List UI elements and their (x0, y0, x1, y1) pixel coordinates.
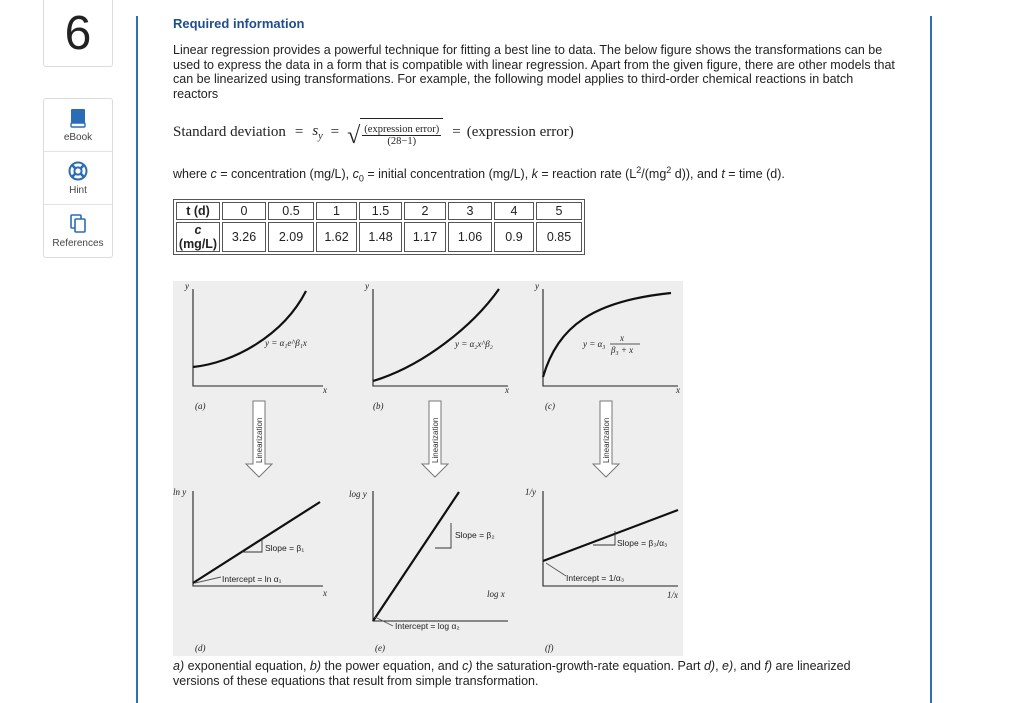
data-table (173, 199, 585, 255)
caption-e: e) (722, 659, 734, 673)
hint-button[interactable] (44, 152, 112, 205)
curve-c (543, 293, 671, 377)
formula-sqrt (347, 118, 443, 147)
table-cell: 4 (494, 202, 534, 220)
panel-label-e: (e) (375, 643, 385, 653)
caption-text-4: , (715, 659, 723, 673)
sqrt-body (360, 118, 443, 147)
table-cell: 1 (316, 202, 357, 220)
axis-label-logx: log x (487, 589, 505, 599)
where-text-6: d)), and (671, 167, 722, 182)
table-header-c-var: c (194, 223, 202, 237)
std-dev-formula (173, 118, 574, 147)
curve-b (373, 289, 499, 381)
linearization-label-a: Linearization (255, 417, 264, 463)
slope-triangle-e (435, 523, 451, 548)
lifebuoy-icon (68, 161, 88, 181)
panel-label-d: (d) (195, 643, 206, 653)
table-cell: 3 (448, 202, 492, 220)
table-cell: 0.85 (536, 222, 582, 252)
intercept-leaders (195, 563, 566, 626)
panel-label-a: (a) (195, 401, 206, 411)
caption-f: f) (764, 659, 773, 673)
table-row-c (176, 222, 582, 252)
table-header-c-unit: (mg/L) (178, 237, 218, 251)
question-sidebar (0, 0, 140, 703)
slope-label-f: Slope = β₃/α₃ (617, 538, 668, 548)
table-cell: 5 (536, 202, 582, 220)
caption-text-3: the saturation-growth-rate equation. Part (472, 659, 704, 673)
ebook-button[interactable] (44, 99, 112, 152)
table-cell: 1.06 (448, 222, 492, 252)
where-text-2: = concentration (mg/L), (216, 167, 353, 182)
caption-text-5: , and (733, 659, 765, 673)
linearization-label-b: Linearization (431, 417, 440, 463)
panel-label-f: (f) (545, 643, 554, 653)
axis-label-lny: ln y (173, 487, 187, 497)
axis-label-x-d: x (323, 588, 327, 598)
linearization-label-c: Linearization (602, 417, 611, 463)
line-e (373, 492, 459, 621)
caption-text-6: are linearized versions of these equations that result from simple transformation. (173, 659, 851, 688)
formula-numerator: (expression error) (364, 124, 440, 135)
slope-label-e: Slope = β₂ (455, 530, 495, 540)
where-k: k (531, 167, 538, 182)
axis-label-invx: 1/x (667, 590, 678, 600)
caption-text-2: the power equation, and (321, 659, 463, 673)
question-content (173, 16, 898, 251)
line-f (543, 510, 678, 561)
book-icon (69, 108, 87, 128)
question-number: 6 (43, 0, 113, 67)
axes-e (373, 491, 508, 621)
formula-denominator: (28−1) (387, 136, 417, 147)
bottom-axes (193, 491, 678, 621)
where-text-1: where (173, 167, 211, 182)
equation-b: y = α₂x^β₂ (455, 339, 493, 349)
table-cell: 1.48 (359, 222, 402, 252)
table-cell: 1.5 (359, 202, 402, 220)
where-sup-1: 2 (636, 165, 642, 175)
where-c0: c (352, 167, 359, 182)
formula-sy (312, 123, 322, 142)
formula-lhs: Standard deviation (173, 124, 286, 140)
caption-d: d) (703, 659, 716, 673)
content-border-left (136, 16, 138, 703)
axis-label-y-c: y (535, 281, 539, 291)
axis-label-logy: log y (349, 489, 367, 499)
where-text-7: = time (d). (724, 167, 785, 182)
where-text-4: = reaction rate (L (537, 167, 637, 182)
variable-definitions (173, 165, 785, 184)
equation-a: y = α₁e^β₁x (265, 338, 307, 348)
where-c0-sub: 0 (358, 173, 364, 184)
table-cell: 1.17 (404, 222, 446, 252)
table-cell: 2 (404, 202, 446, 220)
tools-panel (43, 98, 113, 258)
formula-result: (expression error) (466, 124, 574, 140)
axis-label-x-c: x (676, 385, 680, 395)
axis-label-y-b: y (365, 281, 369, 291)
axis-label-y-a: y (185, 281, 189, 291)
formula-fraction (362, 124, 441, 147)
axis-label-x-a: x (323, 385, 327, 395)
table-cell: 3.26 (222, 222, 266, 252)
where-c: c (210, 167, 217, 182)
intercept-leader-f (546, 563, 566, 576)
caption-c: c) (462, 659, 473, 673)
ebook-label: eBook (63, 131, 93, 143)
caption-a: a) (173, 659, 185, 673)
where-text-3: = initial concentration (mg/L), (363, 167, 532, 182)
figure-caption (173, 659, 895, 689)
formula-equals-1: = (294, 124, 304, 140)
references-label: References (52, 237, 104, 249)
table-header-t: t (d) (176, 202, 220, 220)
table-cell: 0 (222, 202, 266, 220)
panel-label-c: (c) (545, 401, 555, 411)
axis-label-x-b: x (505, 385, 509, 395)
formula-equals-2: = (330, 124, 340, 140)
equation-c-lhs: y = α₃ (583, 339, 606, 349)
intercept-label-e: Intercept = log α₂ (395, 621, 460, 631)
hint-label: Hint (69, 184, 87, 196)
copy-icon (69, 214, 87, 234)
where-t: t (721, 167, 725, 182)
table-row-t (176, 202, 582, 220)
where-sup-2: 2 (666, 165, 672, 175)
linearization-figure (173, 281, 683, 656)
figure-svg (173, 281, 683, 656)
intro-paragraph: Linear regression provides a powerful technique for fitting a best line to data. The below figure shows the transformations can be used to express the data in a form that is compatible with linear regression. Apart from the given figure, there are other models that can be linearized using transformations. For example, the following model applies to third-order chemical reactions in batch reactors (173, 43, 895, 101)
sqrt-sign: √ (347, 123, 361, 149)
table-header-c (176, 222, 220, 252)
caption-text-1: exponential equation, (184, 659, 310, 673)
required-info-heading: Required information (173, 16, 305, 31)
table-cell: 0.9 (494, 222, 534, 252)
top-curves (193, 289, 671, 381)
formula-equals-3: = (452, 124, 461, 140)
formula-sy-var: s (312, 123, 319, 139)
equation-c-numerator: x (620, 333, 624, 343)
references-button[interactable] (44, 205, 112, 257)
content-border-right (930, 16, 932, 703)
table-cell: 0.5 (268, 202, 314, 220)
intercept-label-f: Intercept = 1/α₃ (566, 573, 625, 583)
intercept-label-d: Intercept = ln α₁ (222, 574, 282, 584)
linearization-arrows (246, 401, 619, 477)
caption-b: b) (309, 659, 322, 673)
where-text-5: /(mg (641, 167, 667, 182)
table-cell: 1.62 (316, 222, 357, 252)
panel-label-b: (b) (373, 401, 384, 411)
axis-label-invy: 1/y (525, 487, 536, 497)
slope-label-d: Slope = β₁ (265, 543, 305, 553)
bottom-lines (193, 492, 678, 621)
equation-c-denominator: β₃ + x (611, 345, 634, 355)
formula-sy-sub: y (318, 131, 323, 142)
table-cell: 2.09 (268, 222, 314, 252)
curve-a (193, 291, 306, 367)
